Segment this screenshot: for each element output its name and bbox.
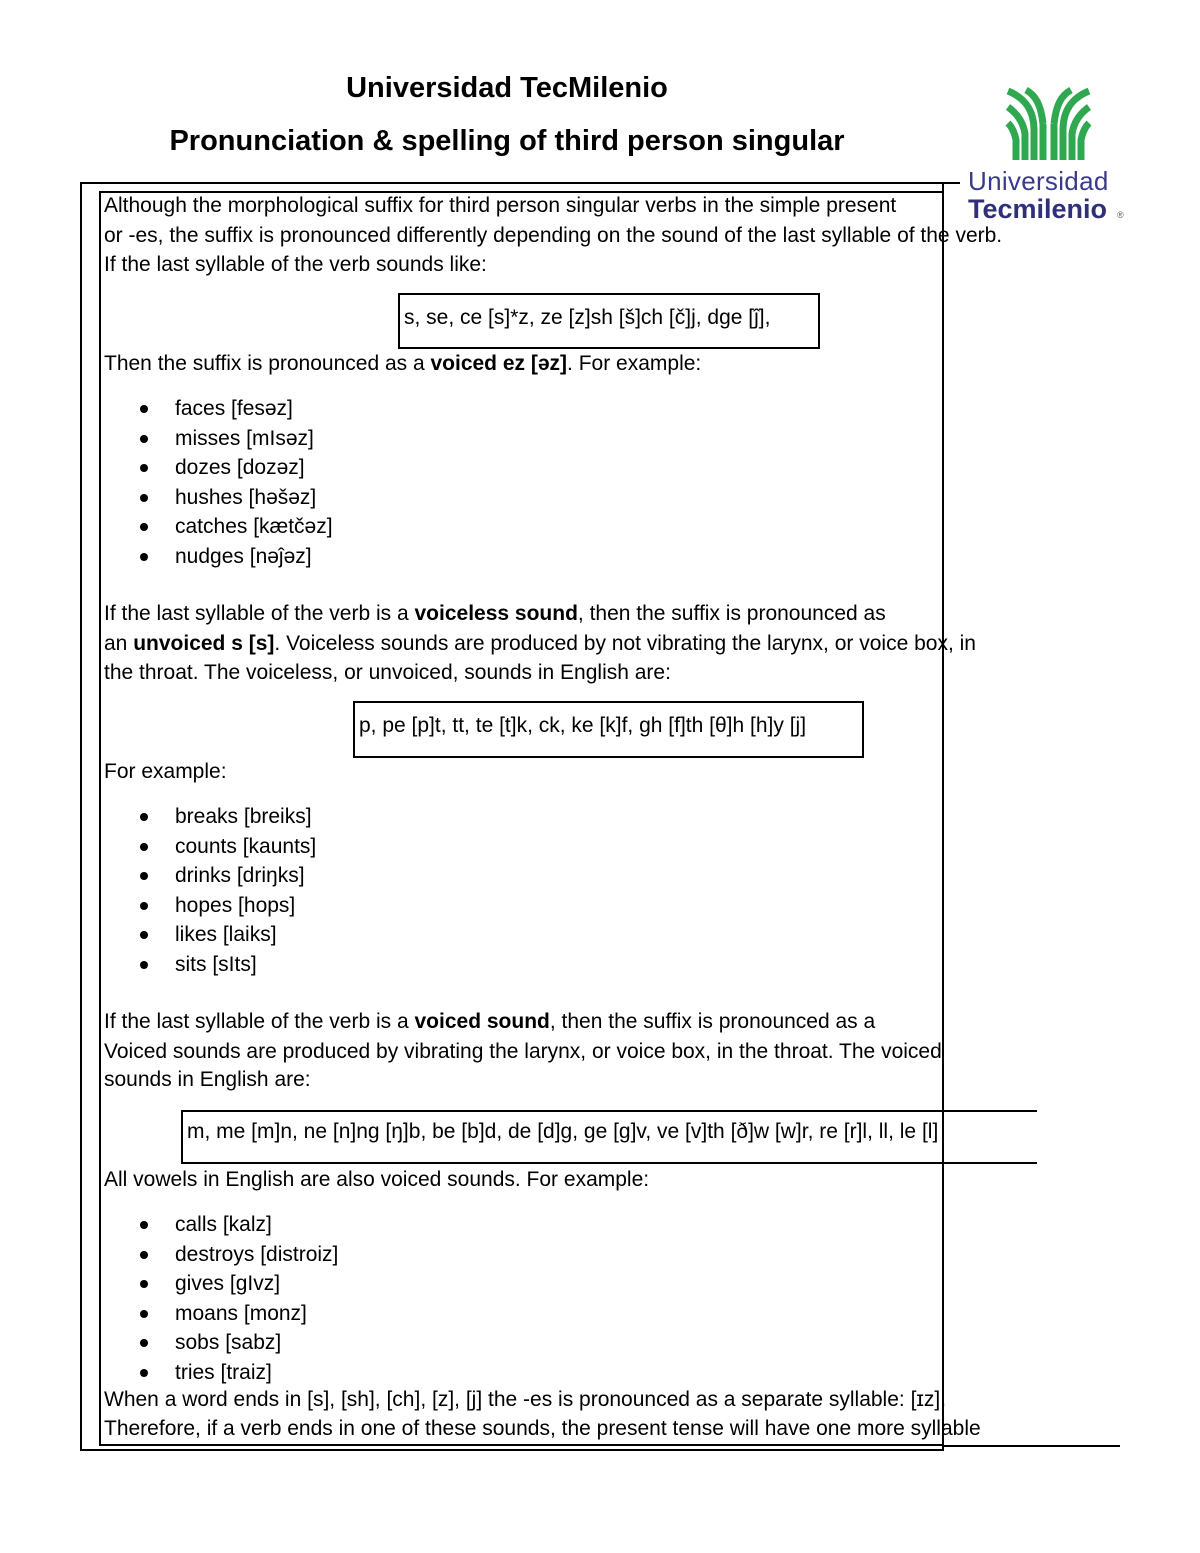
list-item: misses [mIsəz] — [104, 424, 333, 454]
list-item: catches [kætčəz] — [104, 512, 333, 542]
list-item: tries [traiz] — [104, 1358, 338, 1388]
bullet-icon — [140, 1251, 148, 1259]
list-item: drinks [driŋks] — [104, 861, 316, 891]
bullet-icon — [140, 1221, 148, 1229]
bullet-icon — [140, 1369, 148, 1377]
list-item: nudges [nəĵəz] — [104, 542, 333, 572]
closing-line-1: When a word ends in [s], [sh], [ch], [z], [j] the -es is pronounced as a separate syllable: [ɪz]. — [104, 1388, 947, 1411]
list-item: likes [laiks] — [104, 920, 316, 950]
list-unvoiced-s-examples — [104, 802, 316, 979]
bullet-icon — [140, 961, 148, 969]
intro-line-2: or -es, the suffix is pronounced differently depending on the sound of the last syllable of the verb. — [104, 224, 1003, 247]
list-item: hushes [həšəz] — [104, 483, 333, 513]
list-voiced-examples — [104, 1210, 338, 1387]
voiced-sounds-box: m, me [m]n, ne [n]ng [ŋ]b, be [b]d, de [d]g, ge [g]v, ve [v]th [ð]w [w]r, re [r]l, ll, le [l] — [181, 1110, 1037, 1164]
bullet-icon — [140, 405, 148, 413]
bullet-icon — [140, 1339, 148, 1347]
logo-wordmark-line2: Tecmilenio — [968, 194, 1108, 224]
list-item: hopes [hops] — [104, 891, 316, 921]
bullet-icon — [140, 1280, 148, 1288]
bullet-icon — [140, 464, 148, 472]
list-item: sits [sIts] — [104, 950, 316, 980]
list-item: calls [kalz] — [104, 1210, 338, 1240]
section2-line-2: an unvoiced s [s]. Voiceless sounds are produced by not vibrating the larynx, or voice box, in — [104, 632, 976, 655]
list-item: moans [monz] — [104, 1299, 338, 1329]
section3-line-1: If the last syllable of the verb is a voiced sound, then the suffix is pronounced as a — [104, 1010, 876, 1033]
list-item: counts [kaunts] — [104, 832, 316, 862]
bullet-icon — [140, 435, 148, 443]
section3-line-2: Voiced sounds are produced by vibrating the larynx, or voice box, in the throat. The voiced — [104, 1040, 942, 1063]
bullet-icon — [140, 1310, 148, 1318]
frame-extension-line — [944, 1445, 1120, 1447]
bullet-icon — [140, 931, 148, 939]
list-item: faces [fesəz] — [104, 394, 333, 424]
intro-line-1: Although the morphological suffix for third person singular verbs in the simple present — [104, 194, 897, 217]
bullet-icon — [140, 843, 148, 851]
closing-line-2: Therefore, if a verb ends in one of these sounds, the present tense will have one more syllable — [104, 1417, 981, 1440]
section3-line-3: sounds in English are: — [104, 1068, 311, 1091]
bullet-icon — [140, 813, 148, 821]
voiceless-sounds-box: p, pe [p]t, tt, te [t]k, ck, ke [k]f, gh [f]th [θ]h [h]y [j] — [353, 701, 864, 758]
section2-line-1: If the last syllable of the verb is a voiceless sound, then the suffix is pronounced as — [104, 602, 886, 625]
registered-mark: ® — [1117, 210, 1124, 220]
logo-wordmark-line1: Universidad — [968, 166, 1109, 196]
bullet-icon — [140, 494, 148, 502]
section1-text: Then the suffix is pronounced as a voiced ez [əz]. For example: — [104, 352, 702, 375]
list-item: breaks [breiks] — [104, 802, 316, 832]
bullet-icon — [140, 902, 148, 910]
section2-line-3: the throat. The voiceless, or unvoiced, sounds in English are: — [104, 661, 671, 684]
page-subtitle: Pronunciation & spelling of third person singular — [169, 125, 845, 157]
page-title: Universidad TecMilenio — [346, 72, 668, 104]
bullet-icon — [140, 872, 148, 880]
intro-line-3: If the last syllable of the verb sounds like: — [104, 253, 487, 276]
list-item: sobs [sabz] — [104, 1328, 338, 1358]
bullet-icon — [140, 553, 148, 561]
bullet-icon — [140, 523, 148, 531]
list-item: dozes [dozəz] — [104, 453, 333, 483]
for-example-label: For example: — [104, 760, 227, 783]
list-item: destroys [distroiz] — [104, 1240, 338, 1270]
frame-extension-line — [944, 182, 960, 184]
list-item: gives [gIvz] — [104, 1269, 338, 1299]
list-voiced-ez-examples — [104, 394, 333, 571]
sibilant-sounds-box: s, se, ce [s]*z, ze [z]sh [š]ch [č]j, dge [ĵ], — [398, 293, 820, 349]
vowels-line: All vowels in English are also voiced sounds. For example: — [104, 1168, 650, 1191]
